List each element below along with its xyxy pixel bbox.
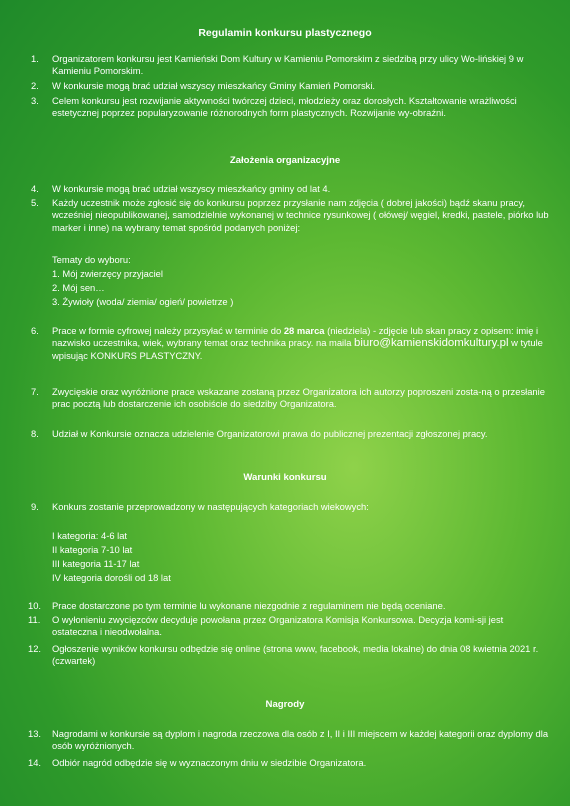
category-item: I kategoria: 4-6 lat bbox=[52, 530, 128, 541]
item-number: 14. bbox=[28, 757, 42, 768]
item-text: Odbiór nagród odbędzie się w wyznaczonym dniu w siedzibie Organizatora. bbox=[52, 757, 367, 768]
list-item bbox=[28, 757, 551, 769]
item-number: 10. bbox=[28, 600, 42, 611]
list-item bbox=[31, 183, 551, 195]
list-item bbox=[31, 386, 551, 411]
item-number: 7. bbox=[31, 386, 39, 397]
item6-text-part3: w tytule wpisując KONKURS PLASTYCZNY. bbox=[52, 337, 543, 361]
item-text: O wyłonieniu zwycięzców decyduje powołana przez Organizatora Komisja Konkursowa. Decyzja komi-sji jest ostateczna i nieodwołalna. bbox=[52, 614, 504, 638]
item-number: 11. bbox=[28, 614, 41, 625]
list-item bbox=[31, 53, 551, 78]
item-number: 3. bbox=[31, 95, 39, 106]
item-text: Organizatorem konkursu jest Kamieński Dom Kultury w Kamieniu Pomorskim z siedzibą przy ulicy Wo-lińskiej 9 w Kamieniu Pomorskim. bbox=[52, 53, 524, 77]
item-text: W konkursie mogą brać udział wszyscy mieszkańcy Gminy Kamień Pomorski. bbox=[52, 80, 376, 91]
list-item bbox=[31, 95, 551, 120]
list-item bbox=[28, 600, 551, 612]
topic-item: 1. Mój zwierzęcy przyjaciel bbox=[52, 268, 163, 279]
item6-text-part1: Prace w formie cyfrowej należy przysyłać w terminie do bbox=[52, 325, 284, 336]
list-item bbox=[28, 643, 551, 668]
item-number: 1. bbox=[31, 53, 39, 64]
item-text: W konkursie mogą brać udział wszyscy mieszkańcy gminy od lat 4. bbox=[52, 183, 331, 194]
item-text: Każdy uczestnik może zgłosić się do konkursu poprzez przysłanie nam zdjęcia ( dobrej jakości) bądź skanu pracy, wcześniej nieopublikowanej, samodzielnie wykonanej w technice rysunkowej ( ołówej/ węgiel, kredki, pastele, piórko lub marker i inne) na wybrany temat spośród podanych poniżej: bbox=[52, 197, 549, 233]
topics-header: Tematy do wyboru: bbox=[52, 254, 131, 265]
email-address: biuro@kamienskidomkultury.pl bbox=[354, 337, 509, 350]
list-item bbox=[31, 428, 551, 440]
list-item bbox=[31, 325, 551, 362]
deadline-date: 28 marca bbox=[283, 325, 325, 336]
item-text: Ogłoszenie wyników konkursu odbędzie się online (strona www, facebook, media lokalne) do dnia 08 kwietnia 2021 r. (czwartek) bbox=[52, 643, 539, 667]
item-number: 8. bbox=[31, 428, 39, 439]
list-item bbox=[28, 728, 551, 753]
item-number: 13. bbox=[28, 728, 42, 739]
item-number: 5. bbox=[31, 197, 39, 208]
section-heading-awards: Nagrody bbox=[265, 699, 305, 710]
item-text bbox=[52, 325, 551, 362]
topic-item: 3. Żywioły (woda/ ziemia/ ogień/ powietrze ) bbox=[52, 296, 234, 307]
item-text: Zwycięskie oraz wyróżnione prace wskazane zostaną przez Organizatora ich autorzy poproszeni zosta-ną o przesłanie prac pocztą lub dostarczenie ich osobiście do siedziby Organizatora. bbox=[52, 386, 545, 410]
item-number: 6. bbox=[31, 325, 39, 336]
item-number: 4. bbox=[31, 183, 39, 194]
item-text: Celem konkursu jest rozwijanie aktywności twórczej dzieci, młodzieży oraz dorosłych. Kształtowanie wrażliwości estetycznej poprzez popularyzowanie różnorodnych form plastycznych. Rozwijanie wy-obraźni. bbox=[52, 95, 517, 119]
section-heading-assumptions: Założenia organizacyjne bbox=[229, 155, 341, 166]
topic-item: 2. Mój sen… bbox=[52, 282, 105, 293]
list-item bbox=[31, 197, 551, 234]
section-heading-conditions: Warunki konkursu bbox=[243, 472, 327, 483]
item6-text-part2: (niedziela) - zdjęcie lub skan pracy z opisem: imię i nazwisko uczestnika, wiek, wybrany temat oraz technika pracy. na maila bbox=[52, 325, 539, 349]
category-item: II kategoria 7-10 lat bbox=[52, 544, 133, 555]
category-item: IV kategoria dorośli od 18 lat bbox=[52, 572, 171, 583]
category-item: III kategoria 11-17 lat bbox=[52, 558, 140, 569]
list-item bbox=[28, 614, 551, 639]
item-number: 2. bbox=[31, 80, 39, 91]
list-item bbox=[31, 501, 551, 513]
item-number: 9. bbox=[31, 501, 39, 512]
item-number: 12. bbox=[28, 643, 42, 654]
item-text: Konkurs zostanie przeprowadzony w następujących kategoriach wiekowych: bbox=[52, 501, 369, 512]
item-text: Udział w Konkursie oznacza udzielenie Organizatorowi prawa do publicznej prezentacji zgłoszonej pracy. bbox=[52, 428, 488, 439]
item-text: Prace dostarczone po tym terminie lu wykonane niezgodnie z regulaminem nie będą oceniane. bbox=[52, 600, 446, 611]
page-title: Regulamin konkursu plastycznego bbox=[198, 27, 372, 39]
item-text: Nagrodami w konkursie są dyplom i nagroda rzeczowa dla osób z I, II i III miejscem w każdej kategorii oraz dyplomy dla osób wyróżnionych. bbox=[52, 728, 549, 752]
list-item bbox=[31, 80, 551, 92]
